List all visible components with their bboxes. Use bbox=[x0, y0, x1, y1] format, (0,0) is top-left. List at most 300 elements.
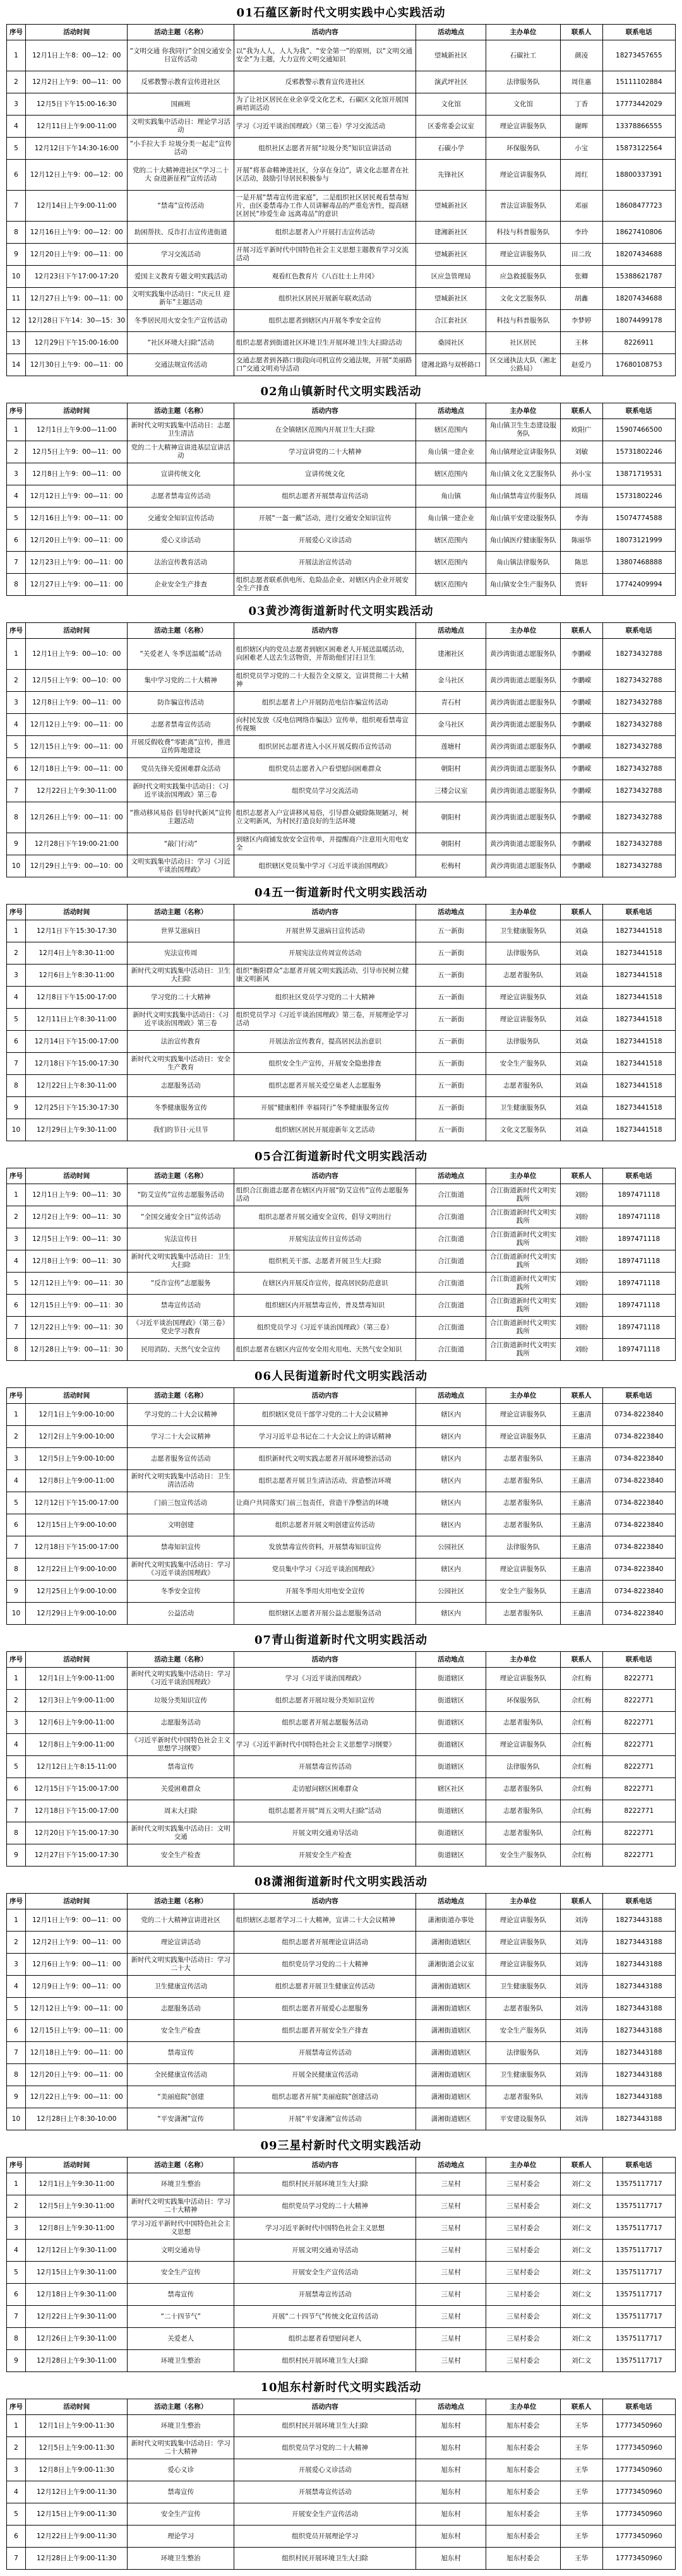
cell-no: 7 bbox=[7, 1317, 26, 1339]
cell-theme: 禁毒知识宣传 bbox=[128, 1536, 234, 1558]
cell-phone: 8222771 bbox=[602, 1668, 675, 1690]
cell-contact: 王华 bbox=[560, 2548, 602, 2570]
cell-theme: 禁毒宣传 bbox=[128, 2042, 234, 2064]
cell-place: 潇湘街道辖区 bbox=[416, 1998, 486, 2020]
cell-contact: 刘涛 bbox=[560, 2108, 602, 2130]
cell-time: 12月8日上午9：00—11：00 bbox=[25, 463, 128, 485]
cell-content: 组织党员学习党的二十大精神 bbox=[234, 2195, 416, 2217]
cell-place: 朝阳村 bbox=[416, 833, 486, 855]
cell-phone: 0734-8223840 bbox=[602, 1448, 675, 1470]
cell-place: 旭东村 bbox=[416, 2415, 486, 2437]
table-row bbox=[7, 965, 676, 987]
cell-phone: 18273441518 bbox=[602, 1097, 675, 1119]
header-contact: 联系人 bbox=[560, 1168, 602, 1184]
header-time: 活动时间 bbox=[25, 2158, 128, 2173]
cell-content: 开展“一盔一戴”活动，进行交通安全知识宣传 bbox=[234, 507, 416, 530]
cell-time: 12月28日上午8:30-10:00 bbox=[25, 2108, 128, 2130]
cell-content: 开展法治宣传教育，提高居民法治意识 bbox=[234, 1031, 416, 1053]
cell-time: 12月20日上午9：00—11：00 bbox=[25, 530, 128, 552]
activity-section bbox=[6, 884, 676, 1141]
activity-section bbox=[6, 1631, 676, 1867]
header-unit: 主办单位 bbox=[486, 2399, 561, 2415]
cell-unit: 黄沙湾街道志愿服务队 bbox=[486, 758, 561, 780]
cell-place: 区应急管理局 bbox=[416, 266, 486, 288]
cell-contact: 李鹏嵘 bbox=[560, 855, 602, 877]
cell-contact: 刘焱 bbox=[560, 1053, 602, 1075]
cell-time: 12月12日上午9：00—11：00 bbox=[25, 1998, 128, 2020]
cell-content: 组织党员学习党的二十大精神 bbox=[234, 2437, 416, 2459]
cell-time: 12月8日上午9:00-11:00 bbox=[25, 1470, 128, 1492]
cell-contact: 佘红梅 bbox=[560, 1844, 602, 1867]
cell-contact: 颜凌 bbox=[560, 40, 602, 71]
cell-theme: “反诈宣传”志愿服务 bbox=[128, 1273, 234, 1295]
cell-no: 2 bbox=[7, 2195, 26, 2217]
cell-contact: 胡鑫 bbox=[560, 288, 602, 310]
cell-unit: 卫生健康服务队 bbox=[486, 2064, 561, 2086]
table-row bbox=[7, 116, 676, 138]
table-row bbox=[7, 1206, 676, 1228]
cell-time: 12月1日上午9:00-11:30 bbox=[25, 2415, 128, 2437]
cell-unit: 黄沙湾街道志愿服务队 bbox=[486, 780, 561, 802]
cell-content: 组织新时代文明实践志愿者开展环境整治活动 bbox=[234, 1448, 416, 1470]
cell-no: 4 bbox=[7, 2481, 26, 2503]
header-phone: 联系电话 bbox=[602, 623, 675, 639]
cell-unit: 角山镇平安建设服务队 bbox=[486, 507, 561, 530]
cell-no: 4 bbox=[7, 714, 26, 736]
cell-no: 7 bbox=[7, 780, 26, 802]
cell-phone: 15074774588 bbox=[602, 507, 675, 530]
cell-contact: 刘盼 bbox=[560, 1250, 602, 1273]
cell-phone: 18273432788 bbox=[602, 855, 675, 877]
cell-place: 三星村 bbox=[416, 2173, 486, 2195]
cell-no: 7 bbox=[7, 2306, 26, 2328]
cell-phone: 8222771 bbox=[602, 1844, 675, 1867]
table-row bbox=[7, 71, 676, 93]
cell-theme: “关爱老人 冬季送温暖”活动 bbox=[128, 639, 234, 670]
cell-unit: 志愿者服务队 bbox=[486, 1448, 561, 1470]
cell-content: 开展法治宣传活动 bbox=[234, 552, 416, 574]
header-phone: 联系电话 bbox=[602, 905, 675, 920]
cell-no: 1 bbox=[7, 40, 26, 71]
cell-no: 10 bbox=[7, 1119, 26, 1141]
cell-place: 青石村 bbox=[416, 692, 486, 714]
cell-contact: 刘盼 bbox=[560, 1206, 602, 1228]
header-time: 活动时间 bbox=[25, 1652, 128, 1668]
cell-time: 12月6日上午9：00—11：00 bbox=[25, 1954, 128, 1976]
header-unit: 主办单位 bbox=[486, 1894, 561, 1909]
cell-unit: 合江街道新时代文明实践所 bbox=[486, 1250, 561, 1273]
cell-phone: 0734-8223840 bbox=[602, 1404, 675, 1426]
cell-unit: 黄沙湾街道志愿服务队 bbox=[486, 855, 561, 877]
cell-content: 开展宪法宣传周宣传活动 bbox=[234, 942, 416, 965]
cell-theme: “推动移风易俗 倡导时代新风”宣传主题活动 bbox=[128, 802, 234, 833]
cell-phone: 8226911 bbox=[602, 332, 675, 354]
table-row bbox=[7, 93, 676, 116]
cell-time: 12月29日上午9:00-10:00 bbox=[25, 1603, 128, 1625]
cell-place: 合江街道 bbox=[416, 1273, 486, 1295]
cell-content: 组织辖区内的党员志愿者到辖区困难老人开展送温暖活动，向困难老人送去生活物资，并帮助他们打扫卫生 bbox=[234, 639, 416, 670]
cell-unit: 石碳社工 bbox=[486, 40, 561, 71]
cell-no: 5 bbox=[7, 736, 26, 758]
cell-content: 以“我为人人，人人为我”、“安全第一”的原则，以“文明交通安全”为主题，大力宣传文明交通知识 bbox=[234, 40, 416, 71]
cell-contact: 刘仁文 bbox=[560, 2306, 602, 2328]
cell-no: 9 bbox=[7, 244, 26, 266]
cell-phone: 18273443188 bbox=[602, 2108, 675, 2130]
cell-phone: 1897471118 bbox=[602, 1228, 675, 1250]
cell-no: 10 bbox=[7, 2108, 26, 2130]
cell-no: 4 bbox=[7, 987, 26, 1009]
cell-phone: 18273441518 bbox=[602, 920, 675, 942]
table-row bbox=[7, 138, 676, 160]
cell-phone: 1897471118 bbox=[602, 1339, 675, 1361]
cell-time: 12月12日上午9：00—12：00 bbox=[25, 160, 128, 191]
cell-place: 三星村 bbox=[416, 2328, 486, 2350]
cell-unit: 区交通执法大队（湘北公路局） bbox=[486, 354, 561, 376]
cell-content: 开展冬季用火用电安全宣传 bbox=[234, 1581, 416, 1603]
header-time: 活动时间 bbox=[25, 1894, 128, 1909]
cell-place: 潇湘街道辖区 bbox=[416, 2108, 486, 2130]
header-phone: 联系电话 bbox=[602, 403, 675, 419]
header-no: 序号 bbox=[7, 905, 26, 920]
cell-place: 朝阳村 bbox=[416, 802, 486, 833]
cell-content: 组织志愿者开展卫生健康宣传活动 bbox=[234, 1976, 416, 1998]
cell-no: 2 bbox=[7, 441, 26, 463]
cell-content: 组织辖区内开展禁毒宣传，普及禁毒知识 bbox=[234, 1295, 416, 1317]
cell-place: 潇湘街道辖区 bbox=[416, 1932, 486, 1954]
header-content: 活动内容 bbox=[234, 1388, 416, 1404]
cell-theme: 理论宣讲活动 bbox=[128, 1932, 234, 1954]
cell-phone: 18207434688 bbox=[602, 244, 675, 266]
table-row bbox=[7, 987, 676, 1009]
cell-contact: 刘焱 bbox=[560, 1097, 602, 1119]
table-row bbox=[7, 1778, 676, 1800]
cell-content: 开展爱心义诊活动 bbox=[234, 2459, 416, 2481]
table-row bbox=[7, 2284, 676, 2306]
cell-place: 辖区内 bbox=[416, 1603, 486, 1625]
cell-unit: 法律服务队 bbox=[486, 71, 561, 93]
cell-time: 12月22日上午9：00—11：00 bbox=[25, 2086, 128, 2108]
cell-place: 先锋社区 bbox=[416, 160, 486, 191]
cell-unit: 理论宣讲服务队 bbox=[486, 1558, 561, 1581]
cell-place: 桑园社区 bbox=[416, 332, 486, 354]
cell-place: 辖区范围内 bbox=[416, 552, 486, 574]
cell-content: 学习宣讲党的二十大精神 bbox=[234, 441, 416, 463]
cell-unit: 旭东村委会 bbox=[486, 2548, 561, 2570]
cell-content: 开展安全生产检查 bbox=[234, 1844, 416, 1867]
header-phone: 联系电话 bbox=[602, 2158, 675, 2173]
cell-place: 街道辖区 bbox=[416, 1712, 486, 1734]
cell-content: 组织辖区志愿者开展公益志愿服务活动 bbox=[234, 1603, 416, 1625]
cell-no: 2 bbox=[7, 1426, 26, 1448]
cell-unit: 三星村委会 bbox=[486, 2173, 561, 2195]
cell-place: 三星村 bbox=[416, 2350, 486, 2372]
cell-contact: 刘焱 bbox=[560, 987, 602, 1009]
table-row bbox=[7, 1712, 676, 1734]
cell-place: 五一新街 bbox=[416, 1075, 486, 1097]
cell-place: 望城新社区 bbox=[416, 191, 486, 222]
table-row bbox=[7, 1668, 676, 1690]
cell-theme: 安全生产检查 bbox=[128, 2020, 234, 2042]
cell-time: 12月5日下午15:00-16:30 bbox=[25, 93, 128, 116]
cell-unit: 卫生健康服务队 bbox=[486, 1976, 561, 1998]
header-no: 序号 bbox=[7, 25, 26, 40]
header-theme: 活动主题（名称） bbox=[128, 1652, 234, 1668]
cell-content: 向村民发放《反电信网络诈骗法》宣传单，组织观看禁毒宣传视频 bbox=[234, 714, 416, 736]
header-time: 活动时间 bbox=[25, 25, 128, 40]
cell-phone: 18273443188 bbox=[602, 2064, 675, 2086]
cell-no: 2 bbox=[7, 1206, 26, 1228]
header-contact: 联系人 bbox=[560, 623, 602, 639]
table-row bbox=[7, 419, 676, 441]
table-row bbox=[7, 1909, 676, 1932]
header-theme: 活动主题（名称） bbox=[128, 2399, 234, 2415]
cell-contact: 陈丽华 bbox=[560, 530, 602, 552]
cell-phone: 18273432788 bbox=[602, 736, 675, 758]
cell-no: 6 bbox=[7, 530, 26, 552]
header-place: 活动地点 bbox=[416, 2158, 486, 2173]
cell-unit: 理论宣讲服务队 bbox=[486, 1909, 561, 1932]
cell-content: 为了让社区居民在业余享受文化艺术，石碳区文化馆开展国画培训活动 bbox=[234, 93, 416, 116]
cell-content: 组织志愿者开展交通安全宣传，倡导文明出行 bbox=[234, 1206, 416, 1228]
header-content: 活动内容 bbox=[234, 403, 416, 419]
cell-no: 6 bbox=[7, 160, 26, 191]
header-place: 活动地点 bbox=[416, 25, 486, 40]
table-row bbox=[7, 714, 676, 736]
cell-no: 6 bbox=[7, 1778, 26, 1800]
cell-no: 1 bbox=[7, 639, 26, 670]
header-no: 序号 bbox=[7, 1652, 26, 1668]
cell-no: 8 bbox=[7, 1822, 26, 1844]
cell-time: 12月25日下午15:30-17:30 bbox=[25, 1097, 128, 1119]
header-content: 活动内容 bbox=[234, 905, 416, 920]
cell-phone: 18273443188 bbox=[602, 2042, 675, 2064]
cell-no: 5 bbox=[7, 1756, 26, 1778]
cell-contact: 刘仁文 bbox=[560, 2284, 602, 2306]
cell-place: 辖区内 bbox=[416, 1558, 486, 1581]
cell-phone: 13807468888 bbox=[602, 552, 675, 574]
cell-theme: 反邪教警示教育宣传进社区 bbox=[128, 71, 234, 93]
cell-content: 学习习近平总书记在二十大会议上的讲话精神 bbox=[234, 1426, 416, 1448]
cell-unit: 合江街道新时代文明实践所 bbox=[486, 1339, 561, 1361]
cell-theme: 宣讲传统文化 bbox=[128, 463, 234, 485]
header-place: 活动地点 bbox=[416, 2399, 486, 2415]
document-page bbox=[6, 0, 676, 2570]
cell-no: 2 bbox=[7, 2437, 26, 2459]
cell-unit: 合江街道新时代文明实践所 bbox=[486, 1317, 561, 1339]
cell-content: 组织志愿者入户宣讲移风易俗，引导群众破除陈规陋习，树立文明新风，为村民打造良好的生活环境 bbox=[234, 802, 416, 833]
cell-no: 1 bbox=[7, 2173, 26, 2195]
activity-section bbox=[6, 4, 676, 376]
cell-contact: 刘仁文 bbox=[560, 2262, 602, 2284]
cell-time: 12月15日上午9:30-11:00 bbox=[25, 2262, 128, 2284]
activity-section bbox=[6, 2378, 676, 2570]
cell-theme: 集中学习党的二十大精神 bbox=[128, 670, 234, 692]
cell-phone: 18074499178 bbox=[602, 310, 675, 332]
cell-time: 12月2日上午9：00—11：30 bbox=[25, 1206, 128, 1228]
cell-unit: 三星村委会 bbox=[486, 2195, 561, 2217]
cell-time: 12月27日上午9：00—11：00 bbox=[25, 574, 128, 596]
cell-no: 5 bbox=[7, 1273, 26, 1295]
cell-phone: 8222771 bbox=[602, 1712, 675, 1734]
table-row bbox=[7, 2328, 676, 2350]
cell-time: 12月29日上午9:30-11:00 bbox=[25, 1119, 128, 1141]
cell-theme: 党的二十大精神宣讲进社区 bbox=[128, 1909, 234, 1932]
cell-place: 三星村 bbox=[416, 2284, 486, 2306]
cell-content: 组织志愿者开展关爱空巢老人志愿服务 bbox=[234, 1075, 416, 1097]
table-row bbox=[7, 1273, 676, 1295]
table-row bbox=[7, 310, 676, 332]
cell-time: 12月2日上午9：00—11：00 bbox=[25, 71, 128, 93]
table-row bbox=[7, 920, 676, 942]
cell-time: 12月5日上午9:30-11:00 bbox=[25, 2195, 128, 2217]
cell-unit: 黄沙湾街道志愿服务队 bbox=[486, 670, 561, 692]
cell-theme: 爱心义诊 bbox=[128, 2459, 234, 2481]
cell-place: 街道辖区 bbox=[416, 1800, 486, 1822]
cell-content: 开展安全生产宣传活动 bbox=[234, 2503, 416, 2526]
table-row bbox=[7, 833, 676, 855]
cell-theme: “二十四节气” bbox=[128, 2306, 234, 2328]
cell-place: 辖区内 bbox=[416, 1404, 486, 1426]
cell-phone: 17680108753 bbox=[602, 354, 675, 376]
cell-time: 12月29日上午9：00—10：00 bbox=[25, 855, 128, 877]
cell-theme: 新时代文明实践集中活动日：学习《习近平谈治国理政》 bbox=[128, 1668, 234, 1690]
cell-theme: 世界艾滋病日 bbox=[128, 920, 234, 942]
cell-phone: 18273441518 bbox=[602, 1009, 675, 1031]
table-row bbox=[7, 507, 676, 530]
section-title: 02角山镇新时代文明实践活动 bbox=[260, 385, 422, 398]
cell-no: 6 bbox=[7, 1031, 26, 1053]
table-row bbox=[7, 736, 676, 758]
cell-no: 13 bbox=[7, 332, 26, 354]
cell-phone: 0734-8223840 bbox=[602, 1558, 675, 1581]
cell-no: 9 bbox=[7, 2350, 26, 2372]
cell-no: 4 bbox=[7, 485, 26, 507]
table-row bbox=[7, 2459, 676, 2481]
cell-contact: 王惠清 bbox=[560, 1448, 602, 1470]
cell-contact: 陈思 bbox=[560, 552, 602, 574]
cell-place: 辖区内 bbox=[416, 1492, 486, 1514]
cell-content: 学习《习近平新时代中国特色社会主义思想学习纲要》 bbox=[234, 1734, 416, 1756]
cell-theme: 禁毒宣传活动 bbox=[128, 1295, 234, 1317]
header-content: 活动内容 bbox=[234, 1894, 416, 1909]
cell-content: 组织志愿者开展卫生清洁活动，营造整洁环境 bbox=[234, 1470, 416, 1492]
cell-contact: 赵爱乃 bbox=[560, 354, 602, 376]
cell-theme: 党的二十大精神宣讲进基层宣讲活动 bbox=[128, 441, 234, 463]
cell-phone: 8222771 bbox=[602, 1690, 675, 1712]
section-title: 05合江街道新时代文明实践活动 bbox=[254, 1150, 428, 1163]
header-theme: 活动主题（名称） bbox=[128, 1168, 234, 1184]
cell-unit: 旭东村委会 bbox=[486, 2503, 561, 2526]
cell-content: 组织志愿者开展禁毒宣传活动 bbox=[234, 485, 416, 507]
cell-unit: 法律服务队 bbox=[486, 1031, 561, 1053]
cell-content: 组织志愿者上户开展防范电信诈骗宣传活动 bbox=[234, 692, 416, 714]
cell-time: 12月28日上午9:30-11:00 bbox=[25, 2350, 128, 2372]
cell-unit: 旭东村委会 bbox=[486, 2459, 561, 2481]
cell-content: 组织村民开展环境卫生大扫除 bbox=[234, 2548, 416, 2570]
cell-time: 12月12日上午9：00—11：00 bbox=[25, 714, 128, 736]
cell-content: 开展禁毒宣传活动 bbox=[234, 2042, 416, 2064]
cell-unit: 三星村委会 bbox=[486, 2306, 561, 2328]
cell-content: 组织合江街道志愿者在辖区内开展“防艾宣传”宣传志愿服务活动 bbox=[234, 1184, 416, 1206]
header-unit: 主办单位 bbox=[486, 2158, 561, 2173]
cell-contact: 王惠清 bbox=[560, 1404, 602, 1426]
cell-place: 区委常委会议室 bbox=[416, 116, 486, 138]
cell-time: 12月28日下午14：30—15：30 bbox=[25, 310, 128, 332]
cell-unit: 三星村委会 bbox=[486, 2284, 561, 2306]
cell-theme: 党的二十大精神进社区“学习二十大 奋进新征程”宣传活动 bbox=[128, 160, 234, 191]
cell-unit: 法律服务队 bbox=[486, 1536, 561, 1558]
cell-content: 组织居民志愿者进入小区开展反假币宣传活动 bbox=[234, 736, 416, 758]
cell-unit: 志愿者服务队 bbox=[486, 1998, 561, 2020]
cell-theme: “文明交通 你我同行”全国交通安全日宣传活动 bbox=[128, 40, 234, 71]
cell-theme: 《习近平新时代中国特色社会主义思想学习纲要》 bbox=[128, 1734, 234, 1756]
cell-unit: 黄沙湾街道志愿服务队 bbox=[486, 714, 561, 736]
cell-place: 旭东村 bbox=[416, 2548, 486, 2570]
cell-no: 7 bbox=[7, 191, 26, 222]
cell-phone: 0734-8223840 bbox=[602, 1470, 675, 1492]
cell-phone: 18627410806 bbox=[602, 222, 675, 244]
cell-content: 让商户共同落实门前三包责任，营造干净整洁的环境 bbox=[234, 1492, 416, 1514]
cell-no: 9 bbox=[7, 833, 26, 855]
table-header-row bbox=[7, 623, 676, 639]
cell-content: 开展“健康相伴 幸福同行”冬季健康服务宣传 bbox=[234, 1097, 416, 1119]
cell-time: 12月5日上午9:00-10:00 bbox=[25, 1448, 128, 1470]
cell-content: 宣讲传统文化 bbox=[234, 463, 416, 485]
cell-content: 组织志愿者开展“美丽庭院”创建活动 bbox=[234, 2086, 416, 2108]
header-theme: 活动主题（名称） bbox=[128, 1388, 234, 1404]
cell-phone: 13575117717 bbox=[602, 2284, 675, 2306]
cell-phone: 18273443188 bbox=[602, 2020, 675, 2042]
cell-time: 12月16日上午9：00—12：00 bbox=[25, 222, 128, 244]
cell-no: 4 bbox=[7, 1470, 26, 1492]
cell-theme: 学习二十大会议精神 bbox=[128, 1426, 234, 1448]
cell-contact: 李海 bbox=[560, 507, 602, 530]
cell-content: 在辖区内开展反诈宣传，提高居民防范意识 bbox=[234, 1273, 416, 1295]
cell-theme: 爱心义诊活动 bbox=[128, 530, 234, 552]
header-theme: 活动主题（名称） bbox=[128, 2158, 234, 2173]
cell-contact: 李鹏嵘 bbox=[560, 833, 602, 855]
cell-contact: 刘涛 bbox=[560, 1976, 602, 1998]
cell-theme: 法治宣传教育 bbox=[128, 1031, 234, 1053]
table-row bbox=[7, 2195, 676, 2217]
table-row bbox=[7, 1581, 676, 1603]
cell-phone: 13378866555 bbox=[602, 116, 675, 138]
cell-place: 三星村 bbox=[416, 2217, 486, 2240]
cell-content: 开展禁毒宣传活动 bbox=[234, 1756, 416, 1778]
cell-phone: 18273441518 bbox=[602, 987, 675, 1009]
cell-no: 10 bbox=[7, 855, 26, 877]
table-row bbox=[7, 2042, 676, 2064]
cell-contact: 王华 bbox=[560, 2503, 602, 2526]
cell-no: 5 bbox=[7, 1492, 26, 1514]
cell-unit: 理论宣讲服务队 bbox=[486, 987, 561, 1009]
activity-table bbox=[6, 2399, 676, 2570]
cell-contact: 刘焱 bbox=[560, 942, 602, 965]
cell-contact: 刘涛 bbox=[560, 1932, 602, 1954]
cell-time: 12月27日上午9：00—11：00 bbox=[25, 288, 128, 310]
cell-theme: “美丽庭院”创建 bbox=[128, 2086, 234, 2108]
cell-theme: 禁毒宣传 bbox=[128, 2284, 234, 2306]
cell-contact: 谢晖 bbox=[560, 116, 602, 138]
cell-time: 12月14日上午9:00-11:00 bbox=[25, 191, 128, 222]
cell-time: 12月20日上午9：00—11：00 bbox=[25, 244, 128, 266]
table-row bbox=[7, 1492, 676, 1514]
cell-contact: 刘盼 bbox=[560, 1184, 602, 1206]
cell-place: 街道辖区 bbox=[416, 1822, 486, 1844]
cell-theme: 志愿服务活动 bbox=[128, 1998, 234, 2020]
cell-time: 12月26日上午9：00—11：00 bbox=[25, 802, 128, 833]
cell-place: 石碳小学 bbox=[416, 138, 486, 160]
